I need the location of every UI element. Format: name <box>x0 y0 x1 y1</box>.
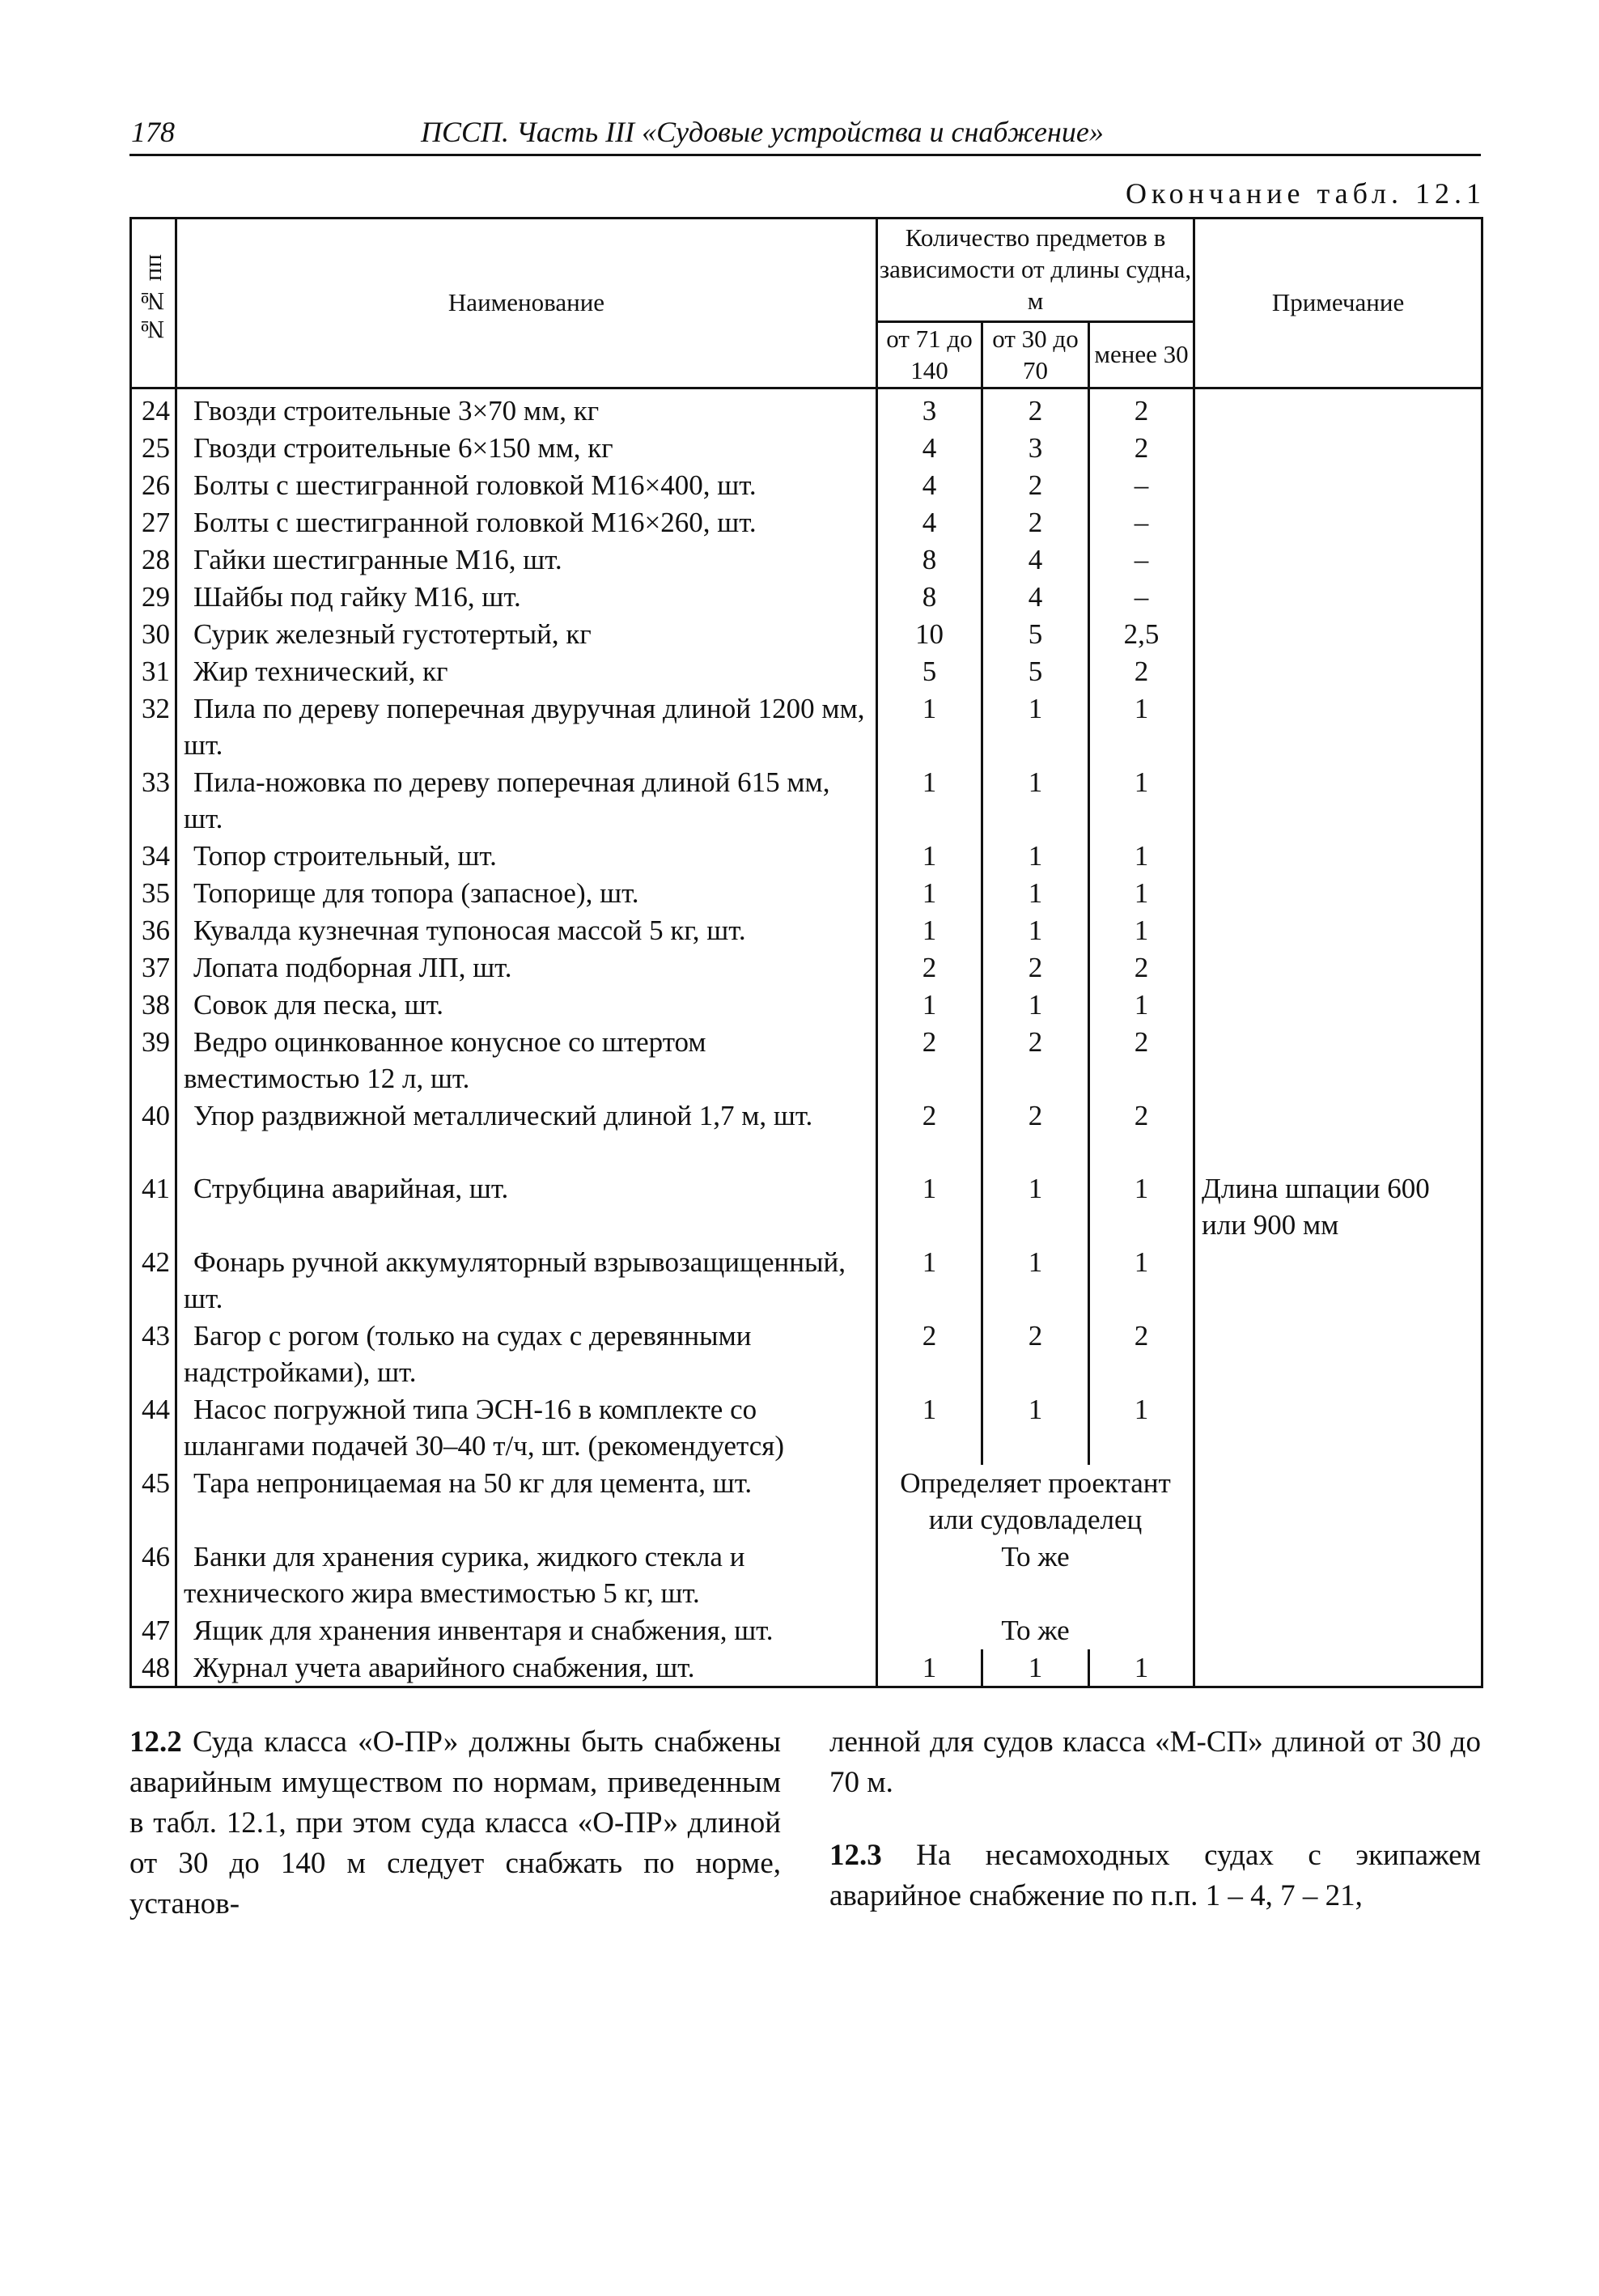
item-name: Жир технический, кг <box>176 653 877 690</box>
row-number: 29 <box>131 579 176 616</box>
qty-71-140: 2 <box>877 949 982 987</box>
qty-71-140: 2 <box>877 1024 982 1097</box>
qty-under-30: 2 <box>1089 430 1194 467</box>
row-number: 25 <box>131 430 176 467</box>
row-number: 26 <box>131 467 176 504</box>
qty-71-140: 4 <box>877 467 982 504</box>
row-note-empty <box>1194 949 1482 987</box>
item-name: Журнал учета аварийного снабжения, шт. <box>176 1649 877 1687</box>
table-row <box>131 504 1482 541</box>
qty-30-70: 1 <box>982 1170 1089 1244</box>
table-row <box>131 430 1482 467</box>
qty-30-70: 2 <box>982 1024 1089 1097</box>
row-note-empty <box>1194 1244 1482 1318</box>
qty-30-70: 1 <box>982 690 1089 764</box>
row-note-empty <box>1194 912 1482 949</box>
row-number: 33 <box>131 764 176 838</box>
row-note-empty <box>1194 616 1482 653</box>
table-row <box>131 541 1482 579</box>
qty-under-30: 2 <box>1089 1024 1194 1097</box>
item-name: Болты с шестигранной головкой М16×400, шт. <box>176 467 877 504</box>
row-note-empty <box>1194 1612 1482 1649</box>
page-number: 178 <box>131 116 175 148</box>
row-note-empty <box>1194 690 1482 764</box>
row-number: 35 <box>131 875 176 912</box>
col-subheader-30-70: от 30 до 70 <box>982 322 1089 388</box>
paragraph-12-2-right <box>829 1722 1481 1803</box>
table-caption: Окончание табл. 12.1 <box>1125 177 1486 210</box>
row-note-empty <box>1194 1024 1482 1097</box>
qty-71-140: 1 <box>877 1244 982 1318</box>
row-note-empty <box>1194 1649 1482 1687</box>
qty-30-70: 1 <box>982 987 1089 1024</box>
running-header <box>129 112 1481 156</box>
qty-30-70: 2 <box>982 1097 1089 1170</box>
qty-under-30: 1 <box>1089 1391 1194 1465</box>
qty-under-30: 2 <box>1089 388 1194 430</box>
quantity-note: То же <box>877 1612 1194 1649</box>
item-name: Лопата подборная ЛП, шт. <box>176 949 877 987</box>
qty-71-140: 1 <box>877 912 982 949</box>
row-note-empty <box>1194 388 1482 430</box>
row-note-empty <box>1194 1391 1482 1465</box>
qty-under-30: 1 <box>1089 764 1194 838</box>
row-note-empty <box>1194 579 1482 616</box>
table-row <box>131 764 1482 838</box>
row-number: 47 <box>131 1612 176 1649</box>
row-number: 41 <box>131 1170 176 1244</box>
row-number: 46 <box>131 1538 176 1612</box>
row-note-empty <box>1194 430 1482 467</box>
item-name: Насос погружной типа ЭСН-16 в комплекте со шлангами подачей 30–40 т/ч, шт. (рекомендуется) <box>176 1391 877 1465</box>
item-name: Гвозди строительные 6×150 мм, кг <box>176 430 877 467</box>
col-subheader-under-30: менее 30 <box>1089 322 1194 388</box>
qty-30-70: 4 <box>982 541 1089 579</box>
row-number: 38 <box>131 987 176 1024</box>
qty-30-70: 1 <box>982 764 1089 838</box>
item-name: Пила-ножовка по дереву поперечная длиной 615 мм, шт. <box>176 764 877 838</box>
row-note-empty <box>1194 504 1482 541</box>
qty-30-70: 2 <box>982 504 1089 541</box>
qty-30-70: 2 <box>982 949 1089 987</box>
qty-under-30: 2 <box>1089 949 1194 987</box>
qty-30-70: 1 <box>982 875 1089 912</box>
row-number: 40 <box>131 1097 176 1170</box>
row-note-empty <box>1194 1097 1482 1170</box>
row-number: 30 <box>131 616 176 653</box>
item-name: Банки для хранения сурика, жидкого стекла и технического жира вместимостью 5 кг, шт. <box>176 1538 877 1612</box>
row-note-empty <box>1194 987 1482 1024</box>
paragraph-text: На несамоходных судах с экипажем аварийное снабжение по п.п. 1 – 4, 7 – 21, <box>829 1839 1482 1912</box>
qty-under-30: 1 <box>1089 690 1194 764</box>
item-name: Гайки шестигранные М16, шт. <box>176 541 877 579</box>
qty-71-140: 1 <box>877 987 982 1024</box>
qty-under-30: 1 <box>1089 987 1194 1024</box>
col-subheader-71-140: от 71 до 140 <box>877 322 982 388</box>
qty-71-140: 2 <box>877 1318 982 1391</box>
item-name: Упор раздвижной металлический длиной 1,7 м, шт. <box>176 1097 877 1170</box>
item-name: Струбцина аварийная, шт. <box>176 1170 877 1244</box>
qty-under-30: 1 <box>1089 838 1194 875</box>
qty-under-30: 2 <box>1089 1318 1194 1391</box>
qty-under-30: – <box>1089 504 1194 541</box>
equipment-table <box>129 217 1483 1688</box>
row-number: 37 <box>131 949 176 987</box>
item-name: Совок для песка, шт. <box>176 987 877 1024</box>
col-header-quantity: Количество предметов в зависимости от длины судна, м <box>877 219 1194 322</box>
row-number: 42 <box>131 1244 176 1318</box>
row-note-empty <box>1194 875 1482 912</box>
row-number: 34 <box>131 838 176 875</box>
paragraph-text: Суда класса «О-ПР» должны быть снабжены аварийным имуществом по нормам, приведенным в табл. 12.1, при этом суда класса «О-ПР» длиной от 30 до 140 м следует снабжать по норме, установ- <box>129 1725 782 1920</box>
item-name: Гвозди строительные 3×70 мм, кг <box>176 388 877 430</box>
table-row <box>131 949 1482 987</box>
quantity-note: То же <box>877 1538 1194 1612</box>
row-note-empty <box>1194 541 1482 579</box>
table-row <box>131 1649 1482 1687</box>
table-row <box>131 388 1482 430</box>
item-name: Сурик железный густотертый, кг <box>176 616 877 653</box>
row-note-empty <box>1194 467 1482 504</box>
qty-71-140: 8 <box>877 541 982 579</box>
row-note-empty <box>1194 838 1482 875</box>
row-number: 39 <box>131 1024 176 1097</box>
qty-under-30: 1 <box>1089 1170 1194 1244</box>
item-name: Топорище для топора (запасное), шт. <box>176 875 877 912</box>
qty-under-30: 2,5 <box>1089 616 1194 653</box>
quantity-note: Определяет проектант или судовладелец <box>877 1465 1194 1538</box>
table-row <box>131 1391 1482 1465</box>
paragraph-12-2-left <box>129 1722 781 1925</box>
table-body <box>131 388 1482 1687</box>
qty-71-140: 4 <box>877 430 982 467</box>
qty-71-140: 1 <box>877 838 982 875</box>
table-row <box>131 1465 1482 1538</box>
item-name: Шайбы под гайку М16, шт. <box>176 579 877 616</box>
table-row <box>131 1170 1482 1244</box>
qty-30-70: 2 <box>982 1318 1089 1391</box>
row-note-empty <box>1194 1318 1482 1391</box>
item-name: Тара непроницаемая на 50 кг для цемента, шт. <box>176 1465 877 1538</box>
qty-under-30: 1 <box>1089 912 1194 949</box>
row-note-empty <box>1194 653 1482 690</box>
item-name: Фонарь ручной аккумуляторный взрывозащищенный, шт. <box>176 1244 877 1318</box>
table-row <box>131 912 1482 949</box>
qty-71-140: 4 <box>877 504 982 541</box>
qty-under-30: 2 <box>1089 653 1194 690</box>
qty-under-30: 1 <box>1089 875 1194 912</box>
col-header-note: Примечание <box>1194 219 1482 388</box>
table-row <box>131 616 1482 653</box>
row-number: 44 <box>131 1391 176 1465</box>
table-row <box>131 838 1482 875</box>
qty-30-70: 5 <box>982 616 1089 653</box>
row-number: 43 <box>131 1318 176 1391</box>
qty-71-140: 1 <box>877 1170 982 1244</box>
qty-30-70: 1 <box>982 1649 1089 1687</box>
col-header-name: Наименование <box>176 219 877 388</box>
paragraph-number: 12.3 <box>829 1839 882 1872</box>
table-row <box>131 1097 1482 1170</box>
table-row <box>131 1244 1482 1318</box>
table-row <box>131 1024 1482 1097</box>
col-header-number: №№ пп <box>131 219 176 388</box>
row-number: 48 <box>131 1649 176 1687</box>
qty-71-140: 10 <box>877 616 982 653</box>
table-row <box>131 1538 1482 1612</box>
item-name: Болты с шестигранной головкой М16×260, шт. <box>176 504 877 541</box>
row-note: Длина шпации 600 или 900 мм <box>1194 1170 1482 1244</box>
table-row <box>131 467 1482 504</box>
qty-30-70: 5 <box>982 653 1089 690</box>
qty-71-140: 1 <box>877 1649 982 1687</box>
item-name: Кувалда кузнечная тупоносая массой 5 кг, шт. <box>176 912 877 949</box>
item-name: Топор строительный, шт. <box>176 838 877 875</box>
table-row <box>131 1318 1482 1391</box>
row-note-empty <box>1194 1465 1482 1538</box>
qty-under-30: – <box>1089 541 1194 579</box>
table-row <box>131 875 1482 912</box>
table-row <box>131 653 1482 690</box>
item-name: Ведро оцинкованное конусное со штертом вместимостью 12 л, шт. <box>176 1024 877 1097</box>
paragraph-number: 12.2 <box>129 1725 182 1759</box>
item-name: Багор с рогом (только на судах с деревянными надстройками), шт. <box>176 1318 877 1391</box>
row-number: 27 <box>131 504 176 541</box>
qty-71-140: 5 <box>877 653 982 690</box>
row-number: 32 <box>131 690 176 764</box>
qty-30-70: 1 <box>982 838 1089 875</box>
qty-under-30: – <box>1089 467 1194 504</box>
row-number: 28 <box>131 541 176 579</box>
row-note-empty <box>1194 1538 1482 1612</box>
qty-30-70: 1 <box>982 1244 1089 1318</box>
qty-30-70: 1 <box>982 912 1089 949</box>
qty-71-140: 2 <box>877 1097 982 1170</box>
row-note-empty <box>1194 764 1482 838</box>
qty-30-70: 2 <box>982 388 1089 430</box>
qty-71-140: 1 <box>877 1391 982 1465</box>
qty-71-140: 1 <box>877 875 982 912</box>
row-number: 45 <box>131 1465 176 1538</box>
item-name: Ящик для хранения инвентаря и снабжения, шт. <box>176 1612 877 1649</box>
qty-71-140: 8 <box>877 579 982 616</box>
table-row <box>131 987 1482 1024</box>
qty-30-70: 2 <box>982 467 1089 504</box>
qty-under-30: 1 <box>1089 1244 1194 1318</box>
qty-under-30: – <box>1089 579 1194 616</box>
paragraph-text: ленной для судов класса «М-СП» длиной от 30 до 70 м. <box>829 1725 1481 1799</box>
table-row <box>131 690 1482 764</box>
item-name: Пила по дереву поперечная двуручная длиной 1200 мм, шт. <box>176 690 877 764</box>
row-number: 31 <box>131 653 176 690</box>
qty-71-140: 1 <box>877 764 982 838</box>
qty-under-30: 2 <box>1089 1097 1194 1170</box>
qty-71-140: 3 <box>877 388 982 430</box>
qty-30-70: 1 <box>982 1391 1089 1465</box>
table-row <box>131 1612 1482 1649</box>
paragraph-12-3 <box>829 1836 1481 1916</box>
row-number: 24 <box>131 388 176 430</box>
qty-under-30: 1 <box>1089 1649 1194 1687</box>
qty-30-70: 3 <box>982 430 1089 467</box>
table-row <box>131 579 1482 616</box>
qty-30-70: 4 <box>982 579 1089 616</box>
running-title: ПССП. Часть III «Судовые устройства и снабжение» <box>421 116 1104 148</box>
row-number: 36 <box>131 912 176 949</box>
qty-71-140: 1 <box>877 690 982 764</box>
